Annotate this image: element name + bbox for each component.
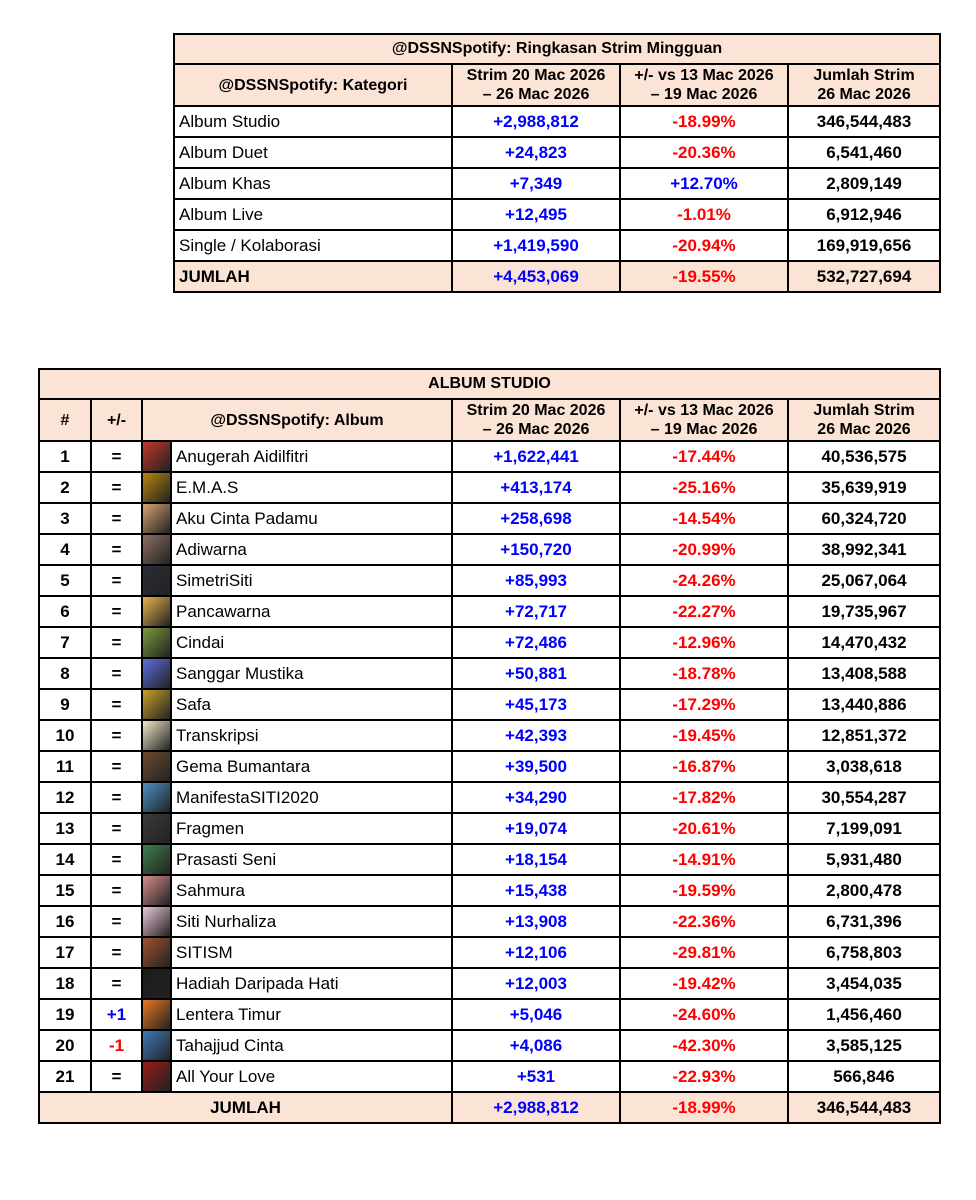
summary-category: Album Khas: [174, 168, 452, 199]
album-cell: [142, 1061, 452, 1092]
album-rank: 19: [39, 999, 91, 1030]
studio-title-row: [39, 369, 940, 399]
album-wrap: [143, 442, 451, 471]
album-change: -14.91%: [620, 844, 788, 875]
album-cover-icon: [143, 845, 172, 874]
summary-header-change-line2: – 19 Mac 2026: [650, 86, 758, 103]
summary-streams: +2,988,812: [452, 106, 620, 137]
album-name: Cindai: [176, 632, 225, 652]
summary-category: Album Duet: [174, 137, 452, 168]
album-name: SimetriSiti: [176, 570, 253, 590]
album-name: SITISM: [176, 942, 233, 962]
album-total: 5,931,480: [788, 844, 940, 875]
album-total: 7,199,091: [788, 813, 940, 844]
album-total: 6,758,803: [788, 937, 940, 968]
summary-header-change-line1: +/- vs 13 Mac 2026: [634, 67, 774, 84]
album-rank: 17: [39, 937, 91, 968]
summary-header-streams-line1: Strim 20 Mac 2026: [466, 67, 606, 84]
album-row: [39, 596, 940, 627]
album-cover-icon: [143, 969, 172, 998]
album-change: -22.93%: [620, 1061, 788, 1092]
album-wrap: [143, 876, 451, 905]
album-wrap: [143, 1062, 451, 1091]
album-cell: [142, 968, 452, 999]
album-move: =: [91, 596, 142, 627]
album-total: 60,324,720: [788, 503, 940, 534]
album-cell: [142, 844, 452, 875]
album-streams: +12,003: [452, 968, 620, 999]
album-rank: 21: [39, 1061, 91, 1092]
album-streams: +42,393: [452, 720, 620, 751]
album-row: [39, 813, 940, 844]
album-name: Adiwarna: [176, 539, 247, 559]
album-cell: [142, 565, 452, 596]
album-row: [39, 844, 940, 875]
summary-header-category: @DSSNSpotify: Kategori: [174, 64, 452, 106]
album-row: [39, 627, 940, 658]
studio-header-change: [620, 399, 788, 441]
album-row: [39, 441, 940, 472]
album-change: -24.26%: [620, 565, 788, 596]
studio-header-change-line2: – 19 Mac 2026: [650, 421, 758, 438]
album-streams: +45,173: [452, 689, 620, 720]
album-name: Sahmura: [176, 880, 245, 900]
summary-change: -20.36%: [620, 137, 788, 168]
album-row: [39, 1030, 940, 1061]
album-streams: +39,500: [452, 751, 620, 782]
album-streams: +15,438: [452, 875, 620, 906]
album-name: E.M.A.S: [176, 477, 239, 497]
album-row: [39, 875, 940, 906]
album-total: 2,800,478: [788, 875, 940, 906]
album-streams: +72,717: [452, 596, 620, 627]
album-move: =: [91, 844, 142, 875]
summary-total-change: -19.55%: [620, 261, 788, 292]
album-move: =: [91, 689, 142, 720]
album-total: 38,992,341: [788, 534, 940, 565]
album-total: 30,554,287: [788, 782, 940, 813]
album-change: -22.36%: [620, 906, 788, 937]
album-cell: [142, 999, 452, 1030]
studio-header-streams-line2: – 26 Mac 2026: [482, 421, 590, 438]
album-change: -24.60%: [620, 999, 788, 1030]
album-row: [39, 565, 940, 596]
summary-total: 6,912,946: [788, 199, 940, 230]
studio-header-total-line2: 26 Mac 2026: [817, 421, 911, 438]
summary-category: Single / Kolaborasi: [174, 230, 452, 261]
studio-header-total-line1: Jumlah Strim: [813, 402, 915, 419]
album-rank: 5: [39, 565, 91, 596]
summary-total-streams: +4,453,069: [452, 261, 620, 292]
summary-header-streams-line2: – 26 Mac 2026: [482, 86, 590, 103]
album-total: 13,408,588: [788, 658, 940, 689]
album-row: [39, 906, 940, 937]
summary-header-total-line1: Jumlah Strim: [813, 67, 915, 84]
album-wrap: [143, 659, 451, 688]
summary-header-streams: [452, 64, 620, 106]
album-rank: 8: [39, 658, 91, 689]
album-streams: +50,881: [452, 658, 620, 689]
album-rank: 15: [39, 875, 91, 906]
album-name: All Your Love: [176, 1066, 276, 1086]
studio-total-streams: +2,988,812: [452, 1092, 620, 1123]
album-total: 35,639,919: [788, 472, 940, 503]
summary-row: [174, 168, 940, 199]
album-name: Tahajjud Cinta: [176, 1035, 284, 1055]
album-row: [39, 720, 940, 751]
album-cell: [142, 627, 452, 658]
album-streams: +413,174: [452, 472, 620, 503]
summary-total-row: [174, 261, 940, 292]
album-rank: 16: [39, 906, 91, 937]
album-name: Transkripsi: [176, 725, 259, 745]
album-cell: [142, 937, 452, 968]
summary-total: 346,544,483: [788, 106, 940, 137]
album-cover-icon: [143, 721, 172, 750]
summary-total-label: JUMLAH: [174, 261, 452, 292]
album-name: Anugerah Aidilfitri: [176, 446, 309, 466]
summary-streams: +24,823: [452, 137, 620, 168]
album-streams: +4,086: [452, 1030, 620, 1061]
album-name: Safa: [176, 694, 211, 714]
album-streams: +19,074: [452, 813, 620, 844]
studio-header-total: [788, 399, 940, 441]
summary-change: -18.99%: [620, 106, 788, 137]
album-cover-icon: [143, 442, 172, 471]
album-change: -42.30%: [620, 1030, 788, 1061]
album-move: =: [91, 720, 142, 751]
studio-header-row: [39, 399, 940, 441]
album-cover-icon: [143, 690, 172, 719]
summary-streams: +7,349: [452, 168, 620, 199]
album-cell: [142, 875, 452, 906]
summary-total: 169,919,656: [788, 230, 940, 261]
album-wrap: [143, 845, 451, 874]
album-cell: [142, 906, 452, 937]
album-cover-icon: [143, 1031, 172, 1060]
album-name: Aku Cinta Padamu: [176, 508, 318, 528]
album-streams: +12,106: [452, 937, 620, 968]
album-rank: 7: [39, 627, 91, 658]
studio-header-streams-line1: Strim 20 Mac 2026: [466, 402, 606, 419]
album-change: -14.54%: [620, 503, 788, 534]
album-move: =: [91, 813, 142, 844]
album-move: -1: [91, 1030, 142, 1061]
album-rank: 3: [39, 503, 91, 534]
album-name: ManifestaSITI2020: [176, 787, 319, 807]
album-wrap: [143, 907, 451, 936]
album-cell: [142, 689, 452, 720]
album-wrap: [143, 535, 451, 564]
summary-streams: +12,495: [452, 199, 620, 230]
album-move: =: [91, 503, 142, 534]
album-change: -20.61%: [620, 813, 788, 844]
album-change: -17.82%: [620, 782, 788, 813]
album-cover-icon: [143, 1062, 172, 1091]
album-row: [39, 1061, 940, 1092]
album-cover-icon: [143, 752, 172, 781]
album-streams: +34,290: [452, 782, 620, 813]
album-rank: 6: [39, 596, 91, 627]
album-move: =: [91, 472, 142, 503]
album-wrap: [143, 752, 451, 781]
album-move: =: [91, 627, 142, 658]
summary-total: 2,809,149: [788, 168, 940, 199]
album-move: =: [91, 658, 142, 689]
album-total: 3,585,125: [788, 1030, 940, 1061]
summary-total: 6,541,460: [788, 137, 940, 168]
summary-change: +12.70%: [620, 168, 788, 199]
album-name: Hadiah Daripada Hati: [176, 973, 339, 993]
album-streams: +150,720: [452, 534, 620, 565]
album-row: [39, 999, 940, 1030]
album-change: -17.44%: [620, 441, 788, 472]
album-streams: +85,993: [452, 565, 620, 596]
album-total: 12,851,372: [788, 720, 940, 751]
album-streams: +531: [452, 1061, 620, 1092]
album-row: [39, 472, 940, 503]
album-name: Sanggar Mustika: [176, 663, 304, 683]
studio-header-change-line1: +/- vs 13 Mac 2026: [634, 402, 774, 419]
album-cell: [142, 503, 452, 534]
album-move: =: [91, 968, 142, 999]
album-cover-icon: [143, 938, 172, 967]
album-move: =: [91, 441, 142, 472]
album-change: -17.29%: [620, 689, 788, 720]
album-streams: +258,698: [452, 503, 620, 534]
album-row: [39, 782, 940, 813]
album-change: -19.45%: [620, 720, 788, 751]
album-wrap: [143, 1000, 451, 1029]
album-total: 3,454,035: [788, 968, 940, 999]
album-cover-icon: [143, 535, 172, 564]
album-row: [39, 503, 940, 534]
album-wrap: [143, 814, 451, 843]
album-total: 14,470,432: [788, 627, 940, 658]
album-cover-icon: [143, 473, 172, 502]
summary-header-total-line2: 26 Mac 2026: [817, 86, 911, 103]
album-cell: [142, 720, 452, 751]
album-cell: [142, 534, 452, 565]
summary-row: [174, 199, 940, 230]
album-name: Siti Nurhaliza: [176, 911, 277, 931]
album-rank: 2: [39, 472, 91, 503]
album-move: =: [91, 782, 142, 813]
album-wrap: [143, 1031, 451, 1060]
album-total: 3,038,618: [788, 751, 940, 782]
summary-change: -20.94%: [620, 230, 788, 261]
album-change: -18.78%: [620, 658, 788, 689]
album-move: =: [91, 937, 142, 968]
album-total: 13,440,886: [788, 689, 940, 720]
album-rank: 1: [39, 441, 91, 472]
summary-row: [174, 106, 940, 137]
album-cell: [142, 751, 452, 782]
album-move: =: [91, 906, 142, 937]
album-change: -16.87%: [620, 751, 788, 782]
album-cover-icon: [143, 814, 172, 843]
album-streams: +5,046: [452, 999, 620, 1030]
album-wrap: [143, 628, 451, 657]
album-change: -12.96%: [620, 627, 788, 658]
album-cell: [142, 782, 452, 813]
album-cover-icon: [143, 659, 172, 688]
summary-title-row: [174, 34, 940, 64]
album-cell: [142, 813, 452, 844]
album-row: [39, 658, 940, 689]
album-move: =: [91, 875, 142, 906]
album-change: -20.99%: [620, 534, 788, 565]
album-move: +1: [91, 999, 142, 1030]
summary-row: [174, 230, 940, 261]
album-cover-icon: [143, 876, 172, 905]
studio-header-streams: [452, 399, 620, 441]
album-wrap: [143, 473, 451, 502]
studio-total-change: -18.99%: [620, 1092, 788, 1123]
album-row: [39, 689, 940, 720]
album-move: =: [91, 1061, 142, 1092]
album-cell: [142, 596, 452, 627]
album-wrap: [143, 969, 451, 998]
studio-header-album: @DSSNSpotify: Album: [142, 399, 452, 441]
album-total: 6,731,396: [788, 906, 940, 937]
album-total: 566,846: [788, 1061, 940, 1092]
summary-streams: +1,419,590: [452, 230, 620, 261]
album-cell: [142, 472, 452, 503]
summary-category: Album Studio: [174, 106, 452, 137]
studio-total-row: [39, 1092, 940, 1123]
album-change: -19.42%: [620, 968, 788, 999]
summary-change: -1.01%: [620, 199, 788, 230]
album-cover-icon: [143, 597, 172, 626]
album-change: -19.59%: [620, 875, 788, 906]
album-cover-icon: [143, 628, 172, 657]
summary-header-change: [620, 64, 788, 106]
album-row: [39, 937, 940, 968]
album-total: 19,735,967: [788, 596, 940, 627]
album-change: -29.81%: [620, 937, 788, 968]
album-wrap: [143, 938, 451, 967]
album-cell: [142, 441, 452, 472]
album-move: =: [91, 534, 142, 565]
album-name: Gema Bumantara: [176, 756, 311, 776]
album-wrap: [143, 566, 451, 595]
album-rank: 13: [39, 813, 91, 844]
album-cell: [142, 1030, 452, 1061]
album-rank: 20: [39, 1030, 91, 1061]
album-wrap: [143, 690, 451, 719]
album-rank: 9: [39, 689, 91, 720]
album-streams: +18,154: [452, 844, 620, 875]
album-name: Lentera Timur: [176, 1004, 281, 1024]
album-rank: 18: [39, 968, 91, 999]
summary-title: @DSSNSpotify: Ringkasan Strim Mingguan: [174, 34, 940, 64]
album-wrap: [143, 783, 451, 812]
album-studio-table: [38, 368, 941, 1124]
album-name: Fragmen: [176, 818, 245, 838]
album-rank: 4: [39, 534, 91, 565]
album-cover-icon: [143, 783, 172, 812]
summary-total-total: 532,727,694: [788, 261, 940, 292]
album-cell: [142, 658, 452, 689]
album-change: -22.27%: [620, 596, 788, 627]
summary-row: [174, 137, 940, 168]
album-cover-icon: [143, 1000, 172, 1029]
album-cover-icon: [143, 566, 172, 595]
album-row: [39, 968, 940, 999]
summary-table: [173, 33, 941, 293]
album-rank: 14: [39, 844, 91, 875]
album-wrap: [143, 597, 451, 626]
album-name: Prasasti Seni: [176, 849, 277, 869]
album-row: [39, 751, 940, 782]
album-total: 1,456,460: [788, 999, 940, 1030]
summary-header-row: [174, 64, 940, 106]
studio-total-label: JUMLAH: [39, 1092, 452, 1123]
studio-title: ALBUM STUDIO: [39, 369, 940, 399]
album-cover-icon: [143, 504, 172, 533]
summary-category: Album Live: [174, 199, 452, 230]
album-cover-icon: [143, 907, 172, 936]
album-wrap: [143, 504, 451, 533]
album-streams: +1,622,441: [452, 441, 620, 472]
album-rank: 12: [39, 782, 91, 813]
album-streams: +72,486: [452, 627, 620, 658]
album-total: 25,067,064: [788, 565, 940, 596]
album-name: Pancawarna: [176, 601, 271, 621]
album-rank: 11: [39, 751, 91, 782]
album-rank: 10: [39, 720, 91, 751]
album-change: -25.16%: [620, 472, 788, 503]
studio-header-rank: #: [39, 399, 91, 441]
studio-header-move: +/-: [91, 399, 142, 441]
album-move: =: [91, 751, 142, 782]
summary-header-total: [788, 64, 940, 106]
studio-total-total: 346,544,483: [788, 1092, 940, 1123]
album-total: 40,536,575: [788, 441, 940, 472]
album-wrap: [143, 721, 451, 750]
album-row: [39, 534, 940, 565]
album-streams: +13,908: [452, 906, 620, 937]
album-move: =: [91, 565, 142, 596]
